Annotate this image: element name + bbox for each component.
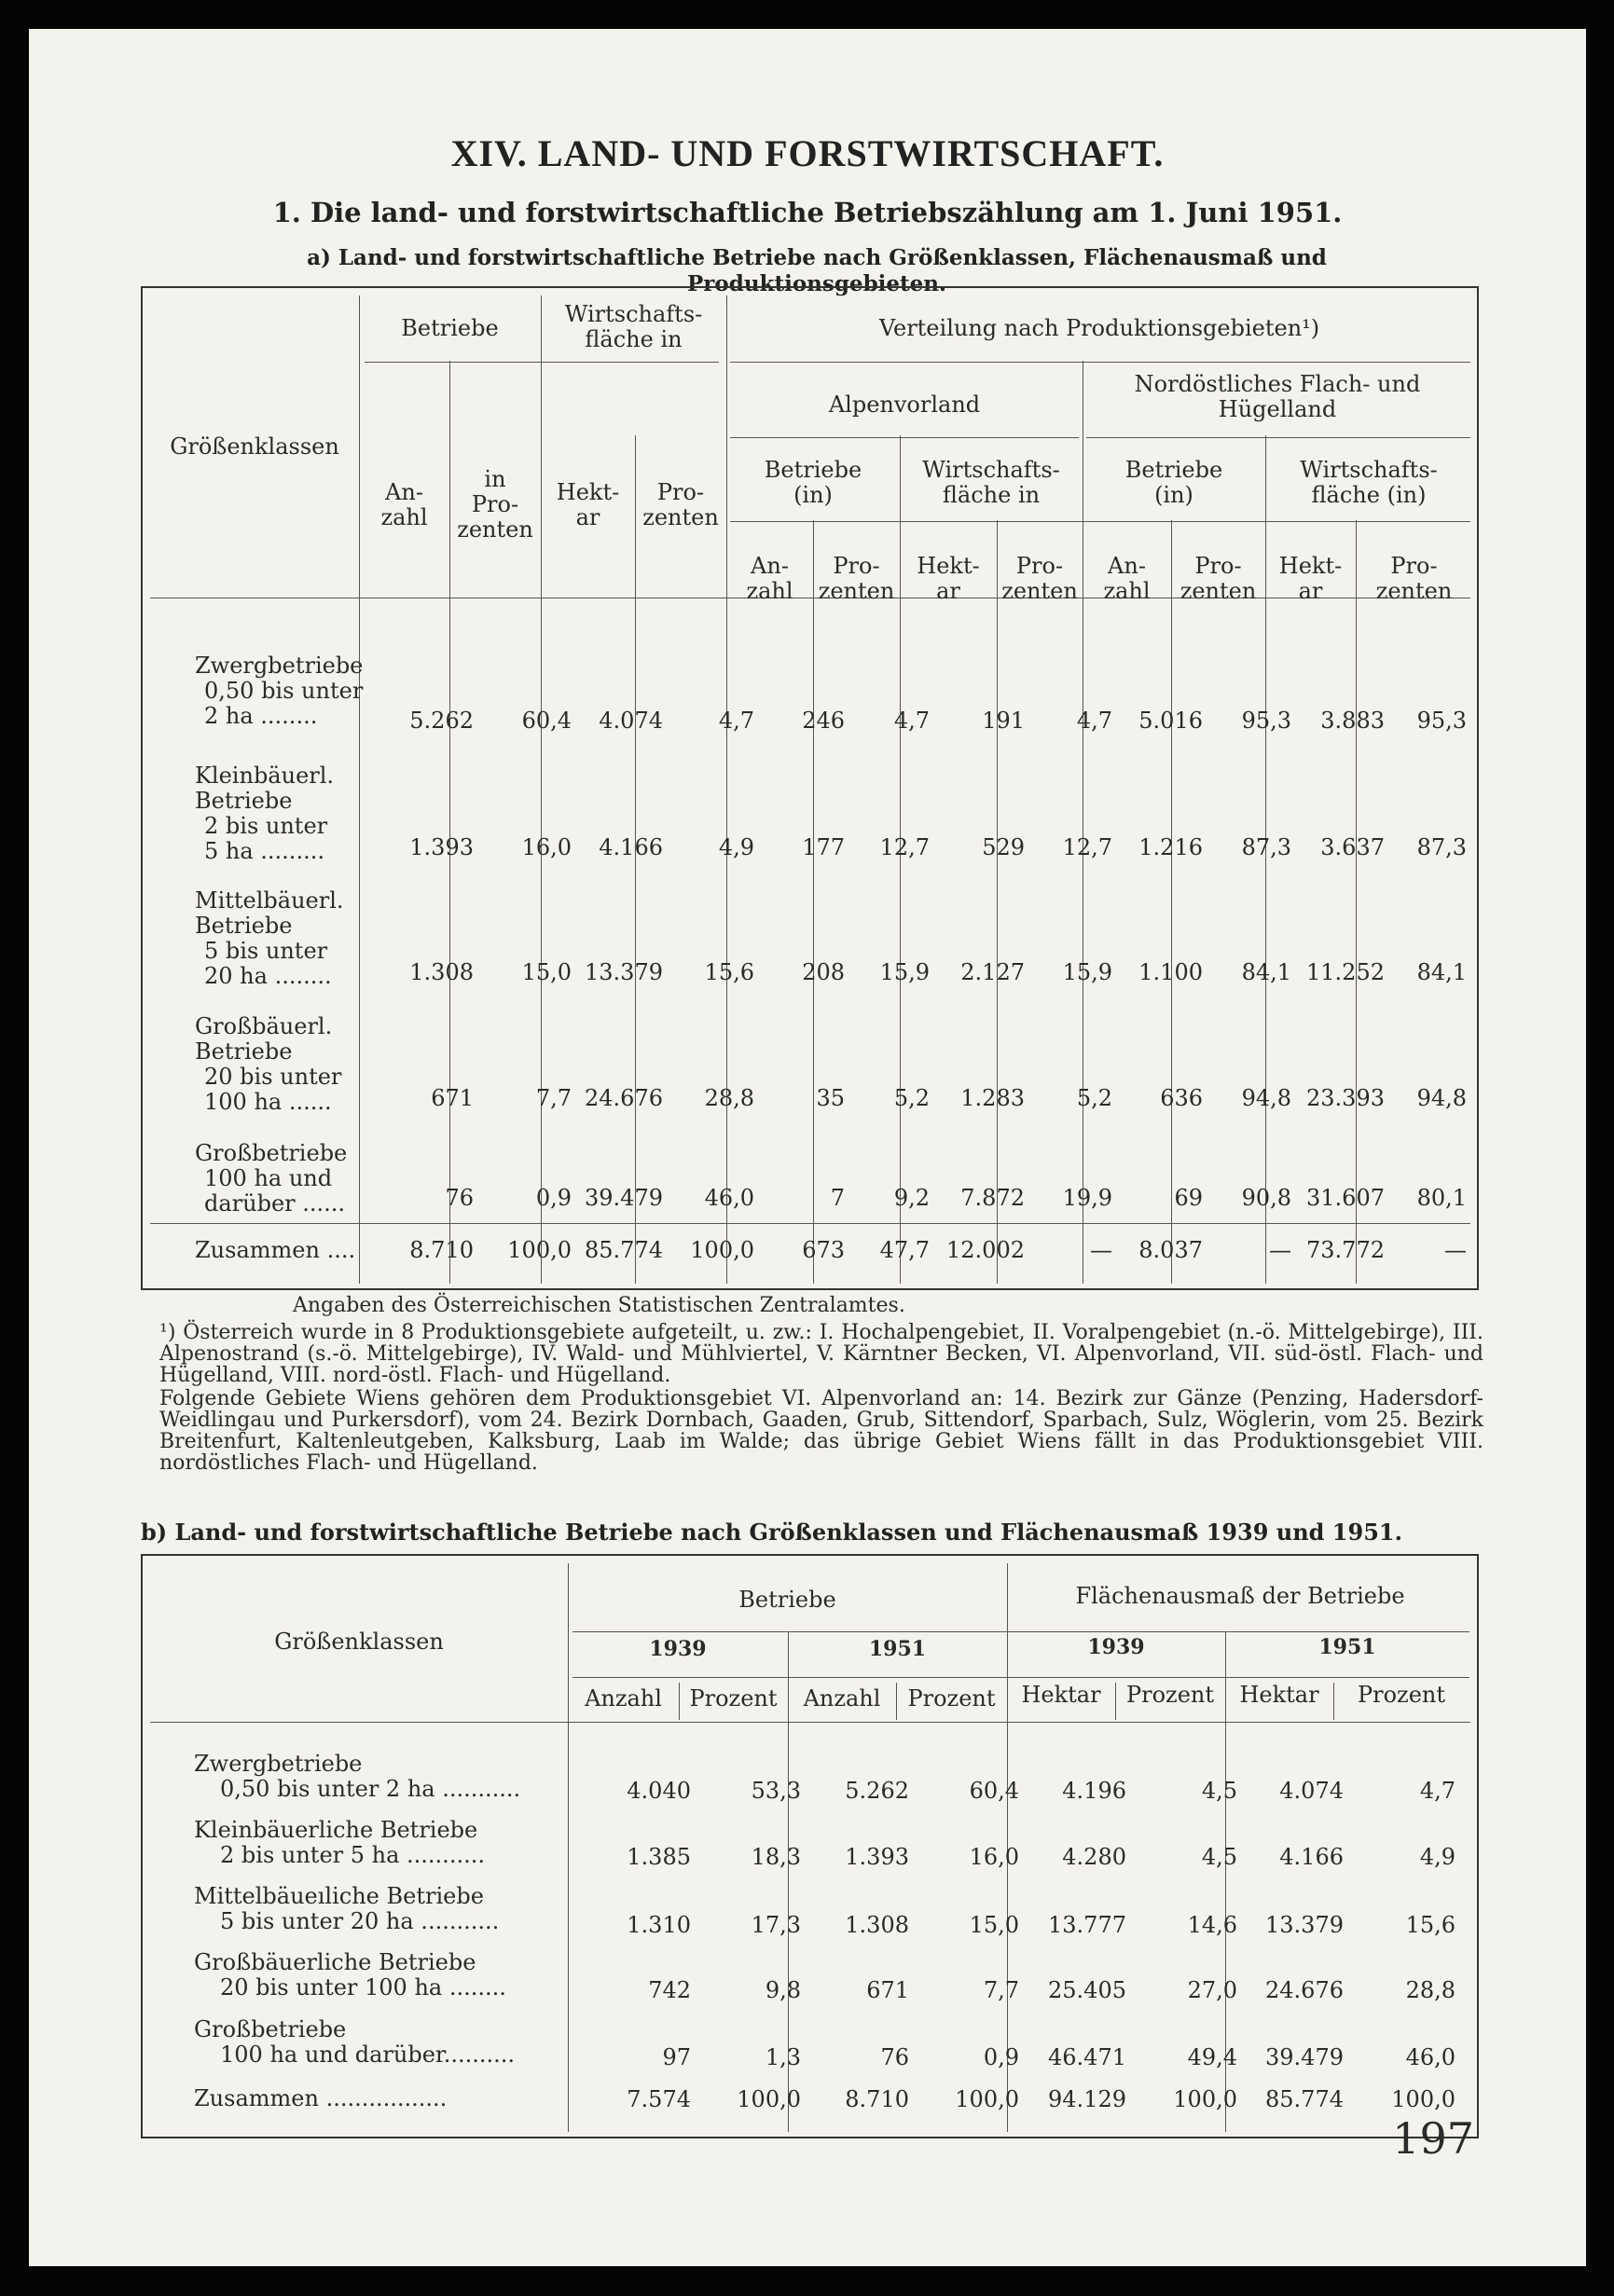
table-a-row-label: Betriebe bbox=[195, 1038, 293, 1065]
table-a-row-label: 0,50 bis unter bbox=[204, 678, 364, 704]
header-anzahl: An- zahl bbox=[1103, 553, 1151, 604]
header-prozenten: Pro- zenten bbox=[1001, 553, 1078, 604]
table-a-cell: 19,9 bbox=[1062, 1185, 1112, 1211]
table-a-cell: 4,9 bbox=[718, 834, 754, 860]
table-a-cell: 1.283 bbox=[960, 1085, 1025, 1111]
table-a-cell: 5.016 bbox=[1138, 708, 1203, 734]
table-a-row-label: 100 ha und bbox=[204, 1165, 333, 1191]
table-b-cell: 0,9 bbox=[983, 2044, 1019, 2070]
page-number: 197 bbox=[1392, 2113, 1474, 2164]
table-a-cell: 8.710 bbox=[409, 1237, 474, 1263]
table-a-cell: 191 bbox=[982, 708, 1025, 734]
table-a-cell: 8.037 bbox=[1138, 1237, 1203, 1263]
table-b-cell: 4.166 bbox=[1279, 1844, 1344, 1870]
table-a-cell: — bbox=[1444, 1237, 1467, 1263]
table-a-cell: 13.379 bbox=[585, 959, 663, 985]
table-a-cell: 12.002 bbox=[946, 1237, 1025, 1263]
table-b-cell: 100,0 bbox=[1391, 2086, 1455, 2112]
table-b-row-label: Großbetriebe bbox=[194, 2016, 347, 2042]
b-header-prozent: Prozent bbox=[907, 1685, 996, 1712]
b-header-prozent: Prozent bbox=[1357, 1682, 1446, 1708]
table-a-row-label: Zusammen .... bbox=[195, 1237, 356, 1263]
table-a-cell: 673 bbox=[802, 1237, 845, 1263]
table-b-cell: 1.385 bbox=[627, 1844, 691, 1870]
table-a-cell: 16,0 bbox=[521, 834, 572, 860]
table-b-cell: 24.676 bbox=[1265, 1977, 1344, 2003]
table-a-cell: 7,7 bbox=[535, 1085, 572, 1111]
table-a-cell: 1.308 bbox=[409, 959, 474, 985]
b-header-1939: 1939 bbox=[649, 1637, 707, 1661]
header-hektar: Hekt- ar bbox=[556, 479, 620, 530]
table-b-row-label: 2 bis unter 5 ha ........... bbox=[220, 1842, 485, 1868]
table-b-cell: 13.777 bbox=[1048, 1912, 1126, 1938]
header-betriebe-in-nord: Betriebe (in) bbox=[1124, 457, 1223, 508]
b-header-prozent: Prozent bbox=[689, 1685, 778, 1712]
table-b-cell: 4.280 bbox=[1062, 1844, 1126, 1870]
table-b-cell: 94.129 bbox=[1048, 2086, 1126, 2112]
table-b-cell: 4.196 bbox=[1062, 1778, 1126, 1804]
table-a-cell: 5.262 bbox=[409, 708, 474, 734]
header-betriebe: Betriebe bbox=[401, 315, 499, 341]
header-in-prozenten: in Pro- zenten bbox=[457, 466, 533, 543]
table-b-cell: 4.040 bbox=[627, 1778, 691, 1804]
table-b-cell: 7,7 bbox=[983, 1977, 1019, 2003]
table-a-row-label: 2 bis unter bbox=[204, 813, 328, 839]
table-b-cell: 100,0 bbox=[1173, 2086, 1237, 2112]
table-a-cell: 95,3 bbox=[1241, 708, 1291, 734]
table-a-row-label: 20 bis unter bbox=[204, 1064, 342, 1090]
table-b-cell: 9,8 bbox=[765, 1977, 801, 2003]
table-a-cell: — bbox=[1090, 1237, 1112, 1263]
footnote-2: Folgende Gebiete Wiens gehören dem Produktionsgebiet VI. Alpenvorland an: 14. Bezirk zur Gänze (Penzing, Hadersdorf-Weidlingau und Purkersdorf), vom 24. Bezirk Dornbach, Gaaden, Grub, Sittendorf, Sparbach, Sulz, Wöglerin, vom 25. Bezirk Breitenfurt, Kaltenleutgeben, Kalksburg, Laab im Walde; das übrige Gebiet Wiens fällt in das Produktionsgebiet VIII. nordöstliches Flach- und Hügelland. bbox=[159, 1387, 1483, 1475]
table-a-cell: 94,8 bbox=[1241, 1085, 1291, 1111]
table-b-row-label: Zusammen ................. bbox=[194, 2085, 448, 2111]
section-title: 1. Die land- und forstwirtschaftliche Betriebszählung am 1. Juni 1951. bbox=[272, 197, 1343, 228]
table-a-cell: 84,1 bbox=[1241, 959, 1291, 985]
table-a-cell: 1.100 bbox=[1138, 959, 1203, 985]
table-a-cell: 671 bbox=[431, 1085, 474, 1111]
table-a-cell: 7.872 bbox=[960, 1185, 1025, 1211]
b-header-anzahl: Anzahl bbox=[803, 1685, 881, 1712]
table-a-cell: 87,3 bbox=[1416, 834, 1467, 860]
table-b-cell: 14,6 bbox=[1187, 1912, 1237, 1938]
table-a-cell: 529 bbox=[982, 834, 1025, 860]
table-b-row-label: Zwergbetriebe bbox=[194, 1751, 363, 1777]
table-b-cell: 46.471 bbox=[1048, 2044, 1126, 2070]
table-b-cell: 15,6 bbox=[1405, 1912, 1455, 1938]
table-a-cell: 100,0 bbox=[507, 1237, 572, 1263]
header-prozenten: Pro- zenten bbox=[1375, 553, 1453, 604]
table-a-cell: 0,9 bbox=[535, 1185, 572, 1211]
header-prozenten: Pro- zenten bbox=[1179, 553, 1257, 604]
table-b-cell: 4,9 bbox=[1419, 1844, 1455, 1870]
b-header-hektar: Hektar bbox=[1021, 1682, 1101, 1708]
table-b-cell: 60,4 bbox=[969, 1778, 1019, 1804]
table-b-cell: 5.262 bbox=[845, 1778, 909, 1804]
table-b-cell: 25.405 bbox=[1048, 1977, 1126, 2003]
table-a-cell: 3.883 bbox=[1320, 708, 1385, 734]
table-b-row-label: Mittelbäueıliche Betriebe bbox=[194, 1883, 484, 1909]
table-a-row-label: Betriebe bbox=[195, 913, 293, 939]
table-b-cell: 49,4 bbox=[1187, 2044, 1237, 2070]
table-b-row-label: Großbäuerliche Betriebe bbox=[194, 1949, 476, 1975]
header-wflaeche-nord: Wirtschafts- fläche (in) bbox=[1300, 457, 1438, 508]
table-b-cell: 100,0 bbox=[737, 2086, 801, 2112]
table-a-cell: 76 bbox=[445, 1185, 474, 1211]
header-groessenklassen: Größenklassen bbox=[170, 433, 339, 460]
header-prozenten: Pro- zenten bbox=[642, 479, 719, 530]
b-header-1939: 1939 bbox=[1087, 1635, 1145, 1659]
table-a-row-label: 20 ha ........ bbox=[204, 963, 332, 989]
table-a-cell: 4,7 bbox=[1076, 708, 1112, 734]
table-b-cell: 85.774 bbox=[1265, 2086, 1344, 2112]
table-b-cell: 17,3 bbox=[751, 1912, 801, 1938]
table-a-cell: 84,1 bbox=[1416, 959, 1467, 985]
header-alpenvorland: Alpenvorland bbox=[828, 392, 981, 418]
table-a-cell: 24.676 bbox=[585, 1085, 663, 1111]
table-a-cell: 23.393 bbox=[1306, 1085, 1385, 1111]
table-b-cell: 4,5 bbox=[1201, 1778, 1237, 1804]
table-a-heading: a) Land- und forstwirtschaftliche Betriebe nach Größenklassen, Flächenausmaß und Produktionsgebieten. bbox=[307, 245, 1327, 296]
footnote-1: ¹) Österreich wurde in 8 Produktionsgebiete aufgeteilt, u. zw.: I. Hochalpengebiet, II. Voralpengebiet (n.-ö. Mittelgebirge), III. Alpenostrand (s.-ö. Mittelgebirge), IV. Wald- und Mühlviertel, V. Kärntner Becken, VI. Alpenvorland, VII. süd-östl. Flach- und Hügelland, VIII. nord-östl. Flach- und Hügelland. bbox=[159, 1321, 1483, 1387]
b-header-1951: 1951 bbox=[1318, 1635, 1376, 1659]
table-a-cell: 5,2 bbox=[1076, 1085, 1112, 1111]
table-b-cell: 13.379 bbox=[1265, 1912, 1344, 1938]
header-anzahl: An- zahl bbox=[380, 479, 428, 530]
b-header-groessenklassen: Größenklassen bbox=[274, 1629, 444, 1655]
table-b-cell: 15,0 bbox=[969, 1912, 1019, 1938]
table-b-cell: 18,3 bbox=[751, 1844, 801, 1870]
table-a-row-label: 5 bis unter bbox=[204, 938, 328, 964]
table-a-cell: — bbox=[1269, 1237, 1291, 1263]
document-page bbox=[29, 29, 1586, 2266]
table-b-cell: 4.074 bbox=[1279, 1778, 1344, 1804]
header-anzahl: An- zahl bbox=[746, 553, 793, 604]
table-b-cell: 671 bbox=[866, 1977, 909, 2003]
table-a-cell: 4.074 bbox=[599, 708, 663, 734]
table-a-cell: 94,8 bbox=[1416, 1085, 1467, 1111]
table-a-cell: 2.127 bbox=[960, 959, 1025, 985]
table-a-cell: 15,6 bbox=[704, 959, 754, 985]
table-a-cell: 4,7 bbox=[718, 708, 754, 734]
chapter-title: XIV. LAND- UND FORSTWIRTSCHAFT. bbox=[450, 132, 1165, 174]
table-b-cell: 27,0 bbox=[1187, 1977, 1237, 2003]
table-a-cell: 80,1 bbox=[1416, 1185, 1467, 1211]
header-verteilung: Verteilung nach Produktionsgebieten¹) bbox=[878, 315, 1320, 341]
table-a-cell: 85.774 bbox=[585, 1237, 663, 1263]
table-a-row-label: darüber ...... bbox=[204, 1190, 346, 1217]
table-a-cell: 1.393 bbox=[409, 834, 474, 860]
table-b-cell: 28,8 bbox=[1405, 1977, 1455, 2003]
table-a-row-label: Zwergbetriebe bbox=[195, 653, 364, 679]
table-a-row-label: 100 ha ...... bbox=[204, 1089, 332, 1115]
header-hektar: Hekt- ar bbox=[1278, 553, 1343, 604]
table-a-cell: 31.607 bbox=[1306, 1185, 1385, 1211]
table-a-cell: 60,4 bbox=[521, 708, 572, 734]
table-b-row-label: 20 bis unter 100 ha ........ bbox=[220, 1974, 506, 2000]
table-b-cell: 1.308 bbox=[845, 1912, 909, 1938]
table-b-cell: 8.710 bbox=[845, 2086, 909, 2112]
table-a-cell: 35 bbox=[816, 1085, 845, 1111]
table-a-cell: 12,7 bbox=[1062, 834, 1112, 860]
table-b-cell: 742 bbox=[648, 1977, 691, 2003]
table-a-cell: 7 bbox=[830, 1185, 845, 1211]
table-a-cell: 5,2 bbox=[893, 1085, 930, 1111]
table-a-row-label: Kleinbäuerl. bbox=[195, 763, 335, 789]
table-a-cell: 15,9 bbox=[879, 959, 930, 985]
header-betriebe-in-alpen: Betriebe (in) bbox=[764, 457, 862, 508]
table-b-cell: 1.310 bbox=[627, 1912, 691, 1938]
table-b-row-label: 100 ha und darüber.......... bbox=[220, 2042, 516, 2068]
table-a-cell: 15,0 bbox=[521, 959, 572, 985]
b-header-betriebe: Betriebe bbox=[738, 1587, 836, 1613]
table-b-cell: 53,3 bbox=[751, 1778, 801, 1804]
table-b-cell: 4,5 bbox=[1201, 1844, 1237, 1870]
table-a-cell: 39.479 bbox=[585, 1185, 663, 1211]
table-a-cell: 47,7 bbox=[879, 1237, 930, 1263]
table-a-cell: 15,9 bbox=[1062, 959, 1112, 985]
table-a-cell: 69 bbox=[1174, 1185, 1203, 1211]
header-prozenten: Pro- zenten bbox=[818, 553, 895, 604]
table-a-cell: 87,3 bbox=[1241, 834, 1291, 860]
table-a-cell: 90,8 bbox=[1241, 1185, 1291, 1211]
table-b-row-label: Kleinbäuerliche Betriebe bbox=[194, 1817, 478, 1843]
table-a-row-label: Großbetriebe bbox=[195, 1140, 348, 1166]
table-a-cell: 46,0 bbox=[704, 1185, 754, 1211]
table-b-heading: b) Land- und forstwirtschaftliche Betriebe nach Größenklassen und Flächenausmaß 1939 und 1951. bbox=[141, 1519, 1402, 1546]
table-a-cell: 9,2 bbox=[893, 1185, 930, 1211]
b-header-anzahl: Anzahl bbox=[585, 1685, 662, 1712]
table-a-cell: 100,0 bbox=[690, 1237, 754, 1263]
table-a-cell: 636 bbox=[1160, 1085, 1203, 1111]
b-header-hektar: Hektar bbox=[1239, 1682, 1319, 1708]
table-a-cell: 11.252 bbox=[1306, 959, 1385, 985]
table-a-cell: 1.216 bbox=[1138, 834, 1203, 860]
b-header-prozent: Prozent bbox=[1125, 1682, 1215, 1708]
table-a-cell: 28,8 bbox=[704, 1085, 754, 1111]
table-a-cell: 12,7 bbox=[879, 834, 930, 860]
table-a-row-label: 5 ha ......... bbox=[204, 838, 324, 864]
table-b-cell: 39.479 bbox=[1265, 2044, 1344, 2070]
header-hektar: Hekt- ar bbox=[917, 553, 980, 604]
table-b-cell: 76 bbox=[880, 2044, 909, 2070]
b-header-1951: 1951 bbox=[868, 1637, 927, 1661]
table-b-cell: 4,7 bbox=[1419, 1778, 1455, 1804]
table-b-cell: 16,0 bbox=[969, 1844, 1019, 1870]
table-b-row-label: 0,50 bis unter 2 ha ........... bbox=[220, 1776, 521, 1802]
table-a-row-label: Großbäuerl. bbox=[195, 1013, 333, 1039]
table-a-cell: 73.772 bbox=[1306, 1237, 1385, 1263]
table-a-cell: 3.637 bbox=[1320, 834, 1385, 860]
table-b-cell: 1.393 bbox=[845, 1844, 909, 1870]
table-a-cell: 95,3 bbox=[1416, 708, 1467, 734]
table-b-cell: 97 bbox=[662, 2044, 691, 2070]
b-header-flaechenausmass: Flächenausmaß der Betriebe bbox=[1075, 1583, 1405, 1609]
header-wflaeche-alpen: Wirtschafts- fläche in bbox=[922, 457, 1060, 508]
table-b-cell: 7.574 bbox=[627, 2086, 691, 2112]
table-a-row-label: Betriebe bbox=[195, 788, 293, 814]
table-a-cell: 208 bbox=[802, 959, 845, 985]
header-wirtschaftsflaeche: Wirtschafts- fläche in bbox=[564, 301, 703, 352]
table-b-row-label: 5 bis unter 20 ha ........... bbox=[220, 1908, 500, 1934]
table-a-row-label: Mittelbäuerl. bbox=[195, 887, 344, 914]
header-nordoestliches: Nordöstliches Flach- und Hügelland bbox=[1134, 371, 1421, 422]
table-b-cell: 100,0 bbox=[955, 2086, 1019, 2112]
table-b-cell: 1,3 bbox=[765, 2044, 801, 2070]
table-a-cell: 246 bbox=[802, 708, 845, 734]
table-a-cell: 4,7 bbox=[893, 708, 930, 734]
source-note: Angaben des Österreichischen Statistischen Zentralamtes. bbox=[293, 1294, 905, 1317]
table-b-cell: 46,0 bbox=[1405, 2044, 1455, 2070]
table-a-row-label: 2 ha ........ bbox=[204, 703, 318, 729]
table-a-cell: 177 bbox=[802, 834, 845, 860]
table-a-cell: 4.166 bbox=[599, 834, 663, 860]
